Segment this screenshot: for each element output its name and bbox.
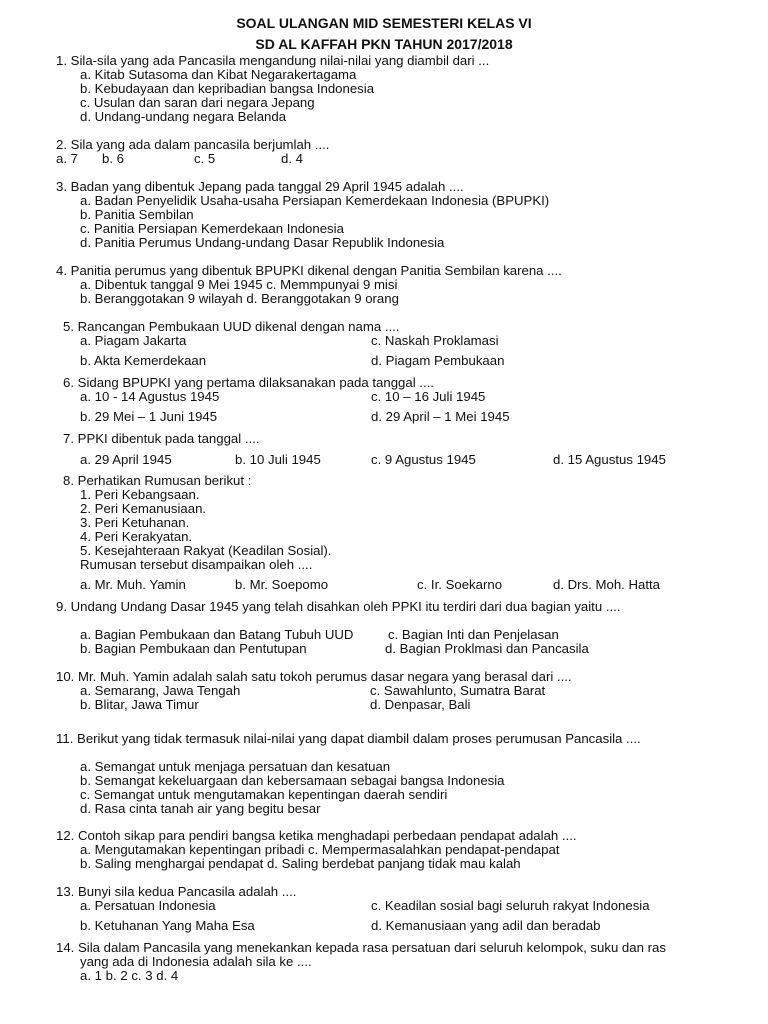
question-8-option-c: c. Ir. Soekarno [417,577,503,592]
question-8-stem: 8. Perhatikan Rumusan berikut : [63,473,252,488]
question-1-option-c: c. Usulan dan saran dari negara Jepang [80,95,315,110]
question-1-option-d: d. Undang-undang negara Belanda [80,109,287,124]
question-5-stem: 5. Rancangan Pembukaan UUD dikenal dengan nama .... [63,319,400,334]
question-10-stem: 10. Mr. Muh. Yamin adalah salah satu tokoh perumus dasar negara yang berasal dari .... [56,669,572,684]
question-8-option-a: a. Mr. Muh. Yamin [80,577,186,592]
question-6-option-c: c. 10 – 16 Juli 1945 [371,389,486,404]
question-7-option-c: c. 9 Agustus 1945 [371,452,476,467]
question-9-option-d: d. Bagian Proklmasi dan Pancasila [385,641,589,656]
question-4-options-bd: b. Beranggotakan 9 wilayah d. Beranggotakan 9 orang [80,291,399,306]
question-9-option-a: a. Bagian Pembukaan dan Batang Tubuh UUD [80,627,354,642]
question-11-option-b: b. Semangat kekeluargaan dan kebersamaan sebagai bangsa Indonesia [80,773,505,788]
question-10-option-a: a. Semarang, Jawa Tengah [80,683,241,698]
question-4-options-ac: a. Dibentuk tanggal 9 Mei 1945 c. Memmpunyai 9 misi [80,277,398,292]
exam-subtitle: SD AL KAFFAH PKN TAHUN 2017/2018 [255,36,513,52]
question-2-option-d: d. 4 [281,151,303,166]
question-3-option-a: a. Badan Penyelidik Usaha-usaha Persiapan Kemerdekaan Indonesia (BPUPKI) [80,193,550,208]
question-11-stem: 11. Berikut yang tidak termasuk nilai-nilai yang dapat diambil dalam proses perumusan Pancasila .... [56,731,641,746]
question-14-options: a. 1 b. 2 c. 3 d. 4 [80,968,179,983]
question-6-stem: 6. Sidang BPUPKI yang pertama dilaksanakan pada tanggal .... [63,375,434,390]
question-8-item: 3. Peri Ketuhanan. [80,515,190,530]
question-5-option-c: c. Naskah Proklamasi [371,333,499,348]
question-10-option-b: b. Blitar, Jawa Timur [80,697,199,712]
question-5-option-d: d. Piagam Pembukaan [371,353,505,368]
question-10-option-c: c. Sawahlunto, Sumatra Barat [370,683,546,698]
question-7-option-b: b. 10 Juli 1945 [235,452,321,467]
question-12-options-ac: a. Mengutamakan kepentingan pribadi c. Mempermasalahkan pendapat-pendapat [80,842,560,857]
question-8-follow-up: Rumusan tersebut disampaikan oleh .... [80,557,313,572]
question-8-option-b: b. Mr. Soepomo [235,577,329,592]
question-11-option-a: a. Semangat untuk menjaga persatuan dan kesatuan [80,759,391,774]
question-7-stem: 7. PPKI dibentuk pada tanggal .... [63,431,260,446]
exam-title: SOAL ULANGAN MID SEMESTERI KELAS VI [236,15,532,31]
question-9-option-c: c. Bagian Inti dan Penjelasan [388,627,559,642]
question-12-options-bd: b. Saling menghargai pendapat d. Saling berdebat panjang tidak mau kalah [80,856,521,871]
question-8-option-d: d. Drs. Moh. Hatta [553,577,661,592]
question-1-stem: 1. Sila-sila yang ada Pancasila mengandung nilai-nilai yang diambil dari ... [56,53,490,68]
question-2-option-a: a. 7 [56,151,78,166]
question-2-option-b: b. 6 [102,151,124,166]
question-13-stem: 13. Bunyi sila kedua Pancasila adalah .... [56,884,297,899]
question-13-option-d: d. Kemanusiaan yang adil dan beradab [371,918,601,933]
question-3-option-c: c. Panitia Persiapan Kemerdekaan Indonesia [80,221,344,236]
question-7-option-d: d. 15 Agustus 1945 [553,452,666,467]
question-14-stem-continued: yang ada di Indonesia adalah sila ke .... [80,954,312,969]
question-2-stem: 2. Sila yang ada dalam pancasila berjumlah .... [56,137,330,152]
question-14-stem: 14. Sila dalam Pancasila yang menekankan kepada rasa persatuan dari seluruh kelompok, suku dan ras [56,940,666,955]
question-12-stem: 12. Contoh sikap para pendiri bangsa ketika menghadapi perbedaan pendapat adalah .... [56,828,577,843]
question-7-option-a: a. 29 April 1945 [80,452,172,467]
question-8-item: 4. Peri Kerakyatan. [80,529,193,544]
question-1-option-a: a. Kitab Sutasoma dan Kibat Negarakertagama [80,67,357,82]
question-13-option-b: b. Ketuhanan Yang Maha Esa [80,918,255,933]
question-5-option-b: b. Akta Kemerdekaan [80,353,207,368]
question-9-option-b: b. Bagian Pembukaan dan Pentutupan [80,641,307,656]
question-11-option-c: c. Semangat untuk mengutamakan kepentingan daerah sendiri [80,787,448,802]
question-10-option-d: d. Denpasar, Bali [370,697,471,712]
question-8-item: 1. Peri Kebangsaan. [80,487,200,502]
question-3-option-d: d. Panitia Perumus Undang-undang Dasar Republik Indonesia [80,235,445,250]
question-1-option-b: b. Kebudayaan dan kepribadian bangsa Indonesia [80,81,375,96]
question-6-option-d: d. 29 April – 1 Mei 1945 [371,409,510,424]
question-11-option-d: d. Rasa cinta tanah air yang begitu besar [80,801,321,816]
question-2-option-c: c. 5 [194,151,216,166]
question-3-stem: 3. Badan yang dibentuk Jepang pada tanggal 29 April 1945 adalah .... [56,179,464,194]
question-4-stem: 4. Panitia perumus yang dibentuk BPUPKI dikenal dengan Panitia Sembilan karena .... [56,263,562,278]
question-6-option-b: b. 29 Mei – 1 Juni 1945 [80,409,218,424]
question-8-item: 2. Peri Kemanusiaan. [80,501,207,516]
question-13-option-a: a. Persatuan Indonesia [80,898,216,913]
question-3-option-b: b. Panitia Sembilan [80,207,194,222]
question-13-option-c: c. Keadilan sosial bagi seluruh rakyat Indonesia [371,898,650,913]
question-8-item: 5. Kesejahteraan Rakyat (Keadilan Sosial). [80,543,332,558]
question-9-stem: 9. Undang Undang Dasar 1945 yang telah disahkan oleh PPKI itu terdiri dari dua bagian yaitu .... [56,599,621,614]
question-6-option-a: a. 10 - 14 Agustus 1945 [80,389,220,404]
question-5-option-a: a. Piagam Jakarta [80,333,187,348]
